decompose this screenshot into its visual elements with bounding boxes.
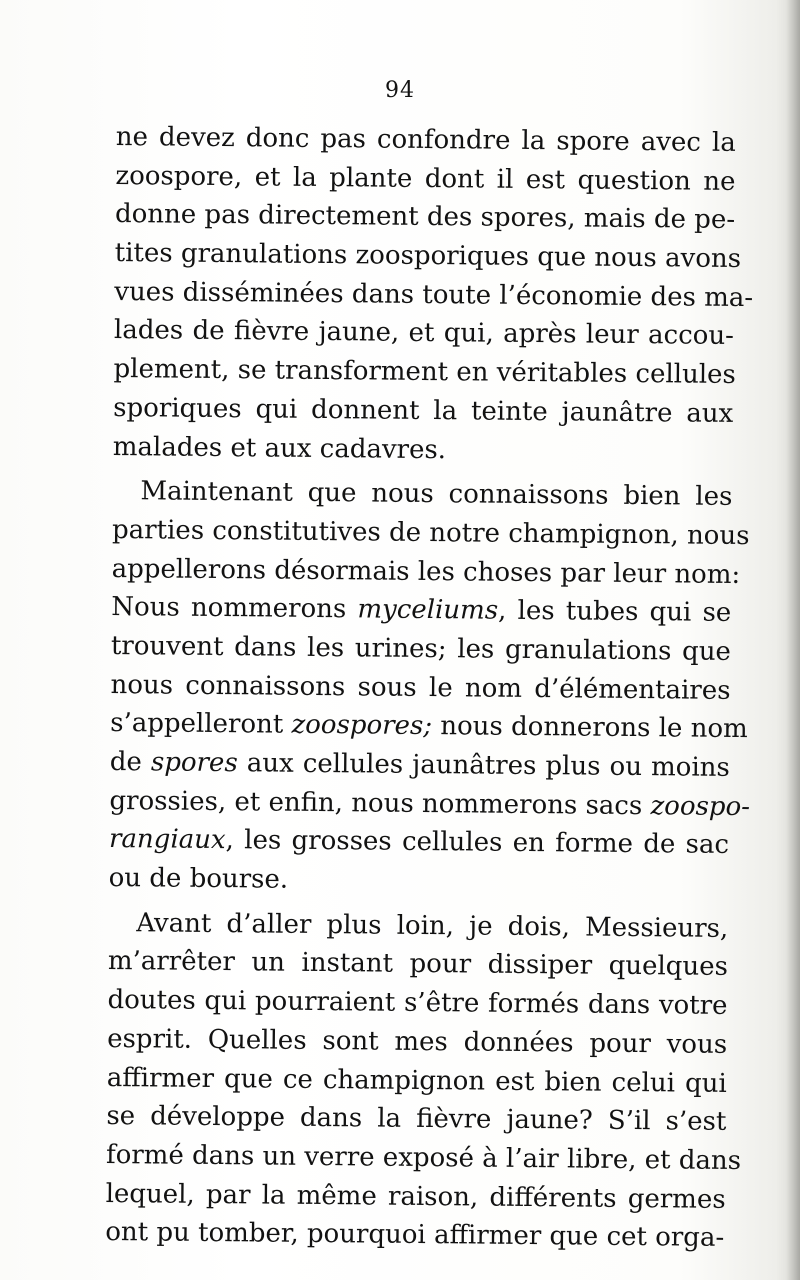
text-line [111, 550, 741, 595]
text-segment: tites granulations zoosporiques que nous avons [114, 238, 742, 275]
text-segment: sporiques qui donnent la teinte jaunâtre aux [113, 392, 734, 429]
text-line [108, 904, 728, 949]
text-segment: esprit. Quelles sont mes données pour vous [107, 1023, 728, 1060]
text-segment: nous donnerons le nom [431, 711, 748, 745]
text-segment: parties constitutives de notre champignon, nous [111, 514, 750, 551]
text-segment: Nous nommerons [111, 592, 358, 625]
text-segment: plement, se transforment en véritables cellules [113, 354, 736, 391]
text-segment: zoospore, et la plante dont il est question ne [115, 160, 736, 197]
text-segment: , les grosses cellules en forme de sac [225, 825, 730, 861]
text-line [105, 1213, 725, 1258]
text-segment: aux cellules jaunâtres plus ou moins [237, 748, 730, 783]
paragraph [112, 118, 754, 472]
text-line [111, 588, 731, 633]
text-line [105, 1175, 725, 1220]
text-line [107, 981, 727, 1026]
text-segment: malades et aux cadavres. [112, 431, 447, 465]
text-segment: formé dans un verre exposé à l’air libre, et dans [105, 1139, 742, 1176]
text-segment: ou de bourse. [108, 863, 289, 895]
italic-term: rangiaux [108, 824, 226, 856]
italic-term: zoospo- [650, 790, 751, 822]
text-segment: m’arrêter un instant pour dissiper quelques [107, 946, 729, 983]
text-line [109, 859, 729, 904]
paragraph [105, 904, 742, 1258]
page-number: 94 [385, 78, 415, 103]
text-segment: lades de fièvre jaune, et qui, après leur accou- [113, 315, 735, 352]
text-segment: lequel, par la même raison, différents germes [105, 1178, 726, 1215]
text-line [110, 704, 748, 749]
text-line [114, 273, 754, 318]
text-segment: vues disséminées dans toute l’économie des ma- [114, 276, 754, 313]
text-segment: s’appelleront [110, 708, 292, 741]
text-line [113, 350, 736, 395]
paragraph [108, 472, 751, 903]
text-line [116, 118, 736, 163]
italic-term: myceliums [357, 594, 499, 626]
text-line [107, 1020, 727, 1065]
italic-term: zoospores; [291, 710, 433, 742]
text-segment: grossies, et enfin, nous nommerons sacs [109, 785, 651, 821]
text-line [113, 389, 733, 434]
text-line [108, 942, 728, 987]
text-line [110, 666, 730, 711]
text-line [105, 1136, 742, 1181]
text-segment: de [109, 746, 152, 778]
text-line [115, 195, 735, 240]
text-segment: Maintenant que nous connaissons bien les [140, 476, 733, 513]
text-line [109, 820, 729, 865]
text-segment: nous connaissons sous le nom d’élémentaires [110, 669, 731, 706]
text-line [110, 743, 730, 788]
text-line [106, 1097, 726, 1142]
text-segment: doutes qui pourraient s’être formés dans votre [107, 985, 728, 1022]
text-line [112, 472, 732, 517]
body-text [105, 118, 754, 1258]
text-segment: appellerons désormais les choses par leur nom: [111, 553, 741, 590]
text-segment: trouvent dans les urines; les granulations que [110, 630, 732, 667]
text-segment: se développe dans la fièvre jaune? S’il s’est [106, 1101, 727, 1138]
text-line [107, 1058, 727, 1103]
text-line [111, 511, 750, 556]
text-segment: ne devez donc pas confondre la spore avec la [115, 121, 736, 158]
text-segment: donne pas directement des spores, mais de pe- [114, 199, 736, 236]
text-line [114, 234, 742, 279]
binding-edge-shadow [786, 0, 800, 1280]
text-line [113, 427, 733, 472]
text-line [115, 157, 735, 202]
text-segment: ont pu tomber, pourquoi affirmer que cet orga- [105, 1217, 725, 1254]
text-segment: , les tubes qui se [497, 595, 732, 629]
text-line [111, 627, 731, 672]
text-segment: Avant d’aller plus loin, je dois, Messieurs, [136, 907, 729, 944]
text-segment: affirmer que ce champignon est bien celui qui [106, 1062, 727, 1099]
italic-term: spores [150, 747, 238, 779]
text-line [114, 311, 734, 356]
text-line [109, 782, 751, 827]
